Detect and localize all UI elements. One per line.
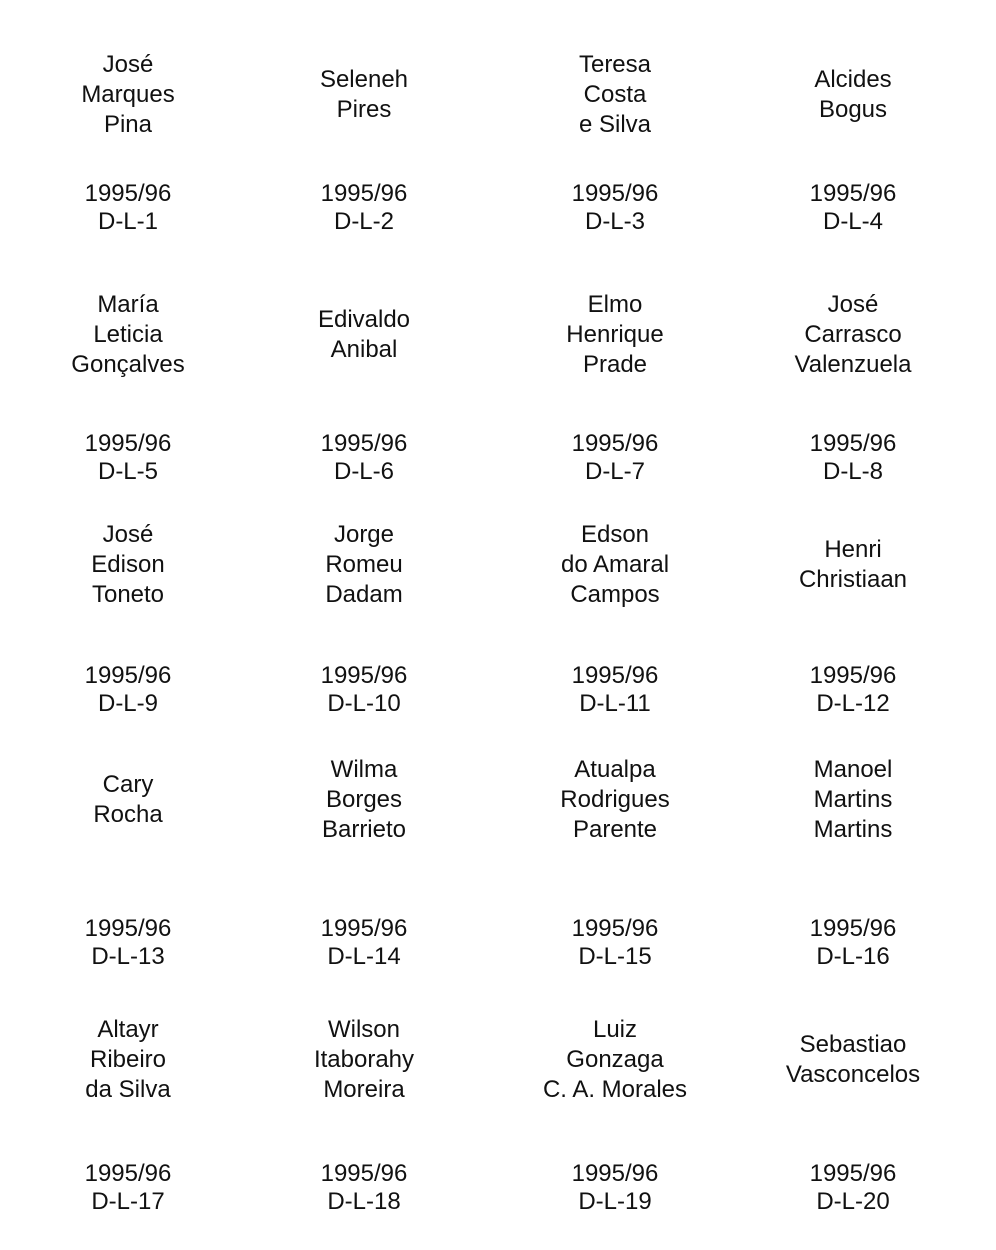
name-block — [249, 65, 479, 125]
code-label: D-L-6 — [333, 458, 394, 485]
code-block — [500, 915, 730, 971]
name-line: Barrieto — [321, 816, 407, 843]
code-label: D-L-3 — [584, 208, 645, 235]
name-line: María — [97, 291, 159, 318]
name-block — [13, 1015, 243, 1105]
code-block — [500, 430, 730, 486]
name-line: Gonçalves — [71, 351, 185, 378]
code-block — [738, 180, 968, 236]
name-line: C. A. Morales — [542, 1076, 688, 1103]
year-label: 1995/96 — [84, 430, 172, 457]
name-block — [738, 755, 968, 845]
year-label: 1995/96 — [809, 430, 897, 457]
name-line: Campos — [570, 581, 660, 608]
name-line: Leticia — [93, 321, 163, 348]
name-line: Elmo — [587, 291, 643, 318]
code-block — [738, 915, 968, 971]
name-line: Wilson — [327, 1016, 400, 1043]
code-label: D-L-2 — [333, 208, 394, 235]
name-line: Toneto — [91, 581, 165, 608]
name-block — [500, 520, 730, 610]
code-label: D-L-11 — [579, 690, 651, 717]
name-line: José — [102, 521, 154, 548]
code-block — [249, 1160, 479, 1216]
name-block — [738, 290, 968, 380]
code-block — [13, 915, 243, 971]
code-block — [738, 430, 968, 486]
code-label: D-L-14 — [327, 943, 401, 970]
code-label: D-L-10 — [327, 690, 401, 717]
year-label: 1995/96 — [571, 430, 659, 457]
year-label: 1995/96 — [571, 180, 659, 207]
code-block — [13, 1160, 243, 1216]
name-line: Vasconcelos — [785, 1061, 921, 1088]
code-label: D-L-13 — [91, 943, 165, 970]
name-block — [13, 50, 243, 140]
code-label: D-L-19 — [578, 1188, 652, 1215]
name-line: do Amaral — [560, 551, 670, 578]
name-line: Edson — [580, 521, 650, 548]
code-block — [500, 180, 730, 236]
year-label: 1995/96 — [320, 915, 408, 942]
name-line: Costa — [583, 81, 647, 108]
name-block — [13, 770, 243, 830]
year-label: 1995/96 — [571, 1160, 659, 1187]
name-line: Atualpa — [574, 756, 656, 783]
name-line: Jorge — [333, 521, 395, 548]
code-block — [249, 662, 479, 718]
code-block — [738, 662, 968, 718]
code-label: D-L-20 — [816, 1188, 890, 1215]
name-line: Sebastiao — [799, 1031, 907, 1058]
name-line: Alcides — [814, 66, 892, 93]
name-line: Martins — [813, 786, 893, 813]
name-line: Pina — [103, 111, 153, 138]
code-label: D-L-4 — [822, 208, 883, 235]
year-label: 1995/96 — [84, 180, 172, 207]
name-line: Rocha — [93, 801, 163, 828]
code-block — [500, 662, 730, 718]
year-label: 1995/96 — [571, 662, 659, 689]
code-block — [249, 180, 479, 236]
name-block — [249, 755, 479, 845]
name-line: Manoel — [813, 756, 893, 783]
name-line: Moreira — [323, 1076, 405, 1103]
name-line: José — [827, 291, 879, 318]
year-label: 1995/96 — [809, 1160, 897, 1187]
name-block — [500, 290, 730, 380]
name-block — [249, 305, 479, 365]
name-line: Rodrigues — [560, 786, 670, 813]
year-label: 1995/96 — [84, 915, 172, 942]
year-label: 1995/96 — [320, 1160, 408, 1187]
name-line: Edison — [91, 551, 165, 578]
year-label: 1995/96 — [809, 180, 897, 207]
code-label: D-L-15 — [578, 943, 652, 970]
name-line: Dadam — [325, 581, 403, 608]
name-block — [500, 755, 730, 845]
name-line: Prade — [582, 351, 648, 378]
code-label: D-L-7 — [584, 458, 645, 485]
name-line: Ribeiro — [89, 1046, 167, 1073]
year-label: 1995/96 — [320, 662, 408, 689]
code-block — [738, 1160, 968, 1216]
code-label: D-L-17 — [91, 1188, 165, 1215]
code-label: D-L-9 — [97, 690, 158, 717]
name-line: Valenzuela — [794, 351, 912, 378]
code-label: D-L-8 — [822, 458, 883, 485]
name-line: José — [102, 51, 154, 78]
name-line: Marques — [81, 81, 175, 108]
code-label: D-L-16 — [816, 943, 890, 970]
year-label: 1995/96 — [809, 662, 897, 689]
code-block — [13, 180, 243, 236]
name-line: Pires — [336, 96, 392, 123]
name-line: Cary — [102, 771, 154, 798]
year-label: 1995/96 — [320, 180, 408, 207]
name-line: Bogus — [818, 96, 888, 123]
name-block — [738, 535, 968, 595]
name-line: Altayr — [97, 1016, 159, 1043]
name-block — [249, 520, 479, 610]
name-line: Henri — [824, 536, 882, 563]
code-block — [249, 430, 479, 486]
year-label: 1995/96 — [84, 1160, 172, 1187]
name-block — [738, 65, 968, 125]
name-line: Parente — [572, 816, 658, 843]
name-line: Anibal — [330, 336, 398, 363]
name-line: Borges — [325, 786, 403, 813]
name-line: Christiaan — [798, 566, 908, 593]
name-block — [249, 1015, 479, 1105]
year-label: 1995/96 — [809, 915, 897, 942]
name-line: Seleneh — [319, 66, 409, 93]
year-label: 1995/96 — [320, 430, 408, 457]
name-block — [13, 520, 243, 610]
code-block — [249, 915, 479, 971]
name-line: Wilma — [330, 756, 398, 783]
year-label: 1995/96 — [84, 662, 172, 689]
year-label: 1995/96 — [571, 915, 659, 942]
name-block — [13, 290, 243, 380]
name-block — [738, 1030, 968, 1090]
name-line: Teresa — [578, 51, 652, 78]
code-block — [500, 1160, 730, 1216]
name-line: Henrique — [566, 321, 664, 348]
name-line: Romeu — [325, 551, 403, 578]
name-line: Gonzaga — [566, 1046, 664, 1073]
code-label: D-L-5 — [97, 458, 158, 485]
name-line: e Silva — [578, 111, 652, 138]
code-label: D-L-12 — [816, 690, 890, 717]
name-line: Martins — [813, 816, 893, 843]
name-line: Luiz — [592, 1016, 638, 1043]
code-label: D-L-18 — [327, 1188, 401, 1215]
code-block — [13, 430, 243, 486]
name-block — [500, 1015, 730, 1105]
name-line: da Silva — [85, 1076, 171, 1103]
name-line: Carrasco — [804, 321, 902, 348]
name-line: Edivaldo — [317, 306, 411, 333]
code-label: D-L-1 — [97, 208, 158, 235]
name-line: Itaborahy — [313, 1046, 415, 1073]
name-block — [500, 50, 730, 140]
code-block — [13, 662, 243, 718]
